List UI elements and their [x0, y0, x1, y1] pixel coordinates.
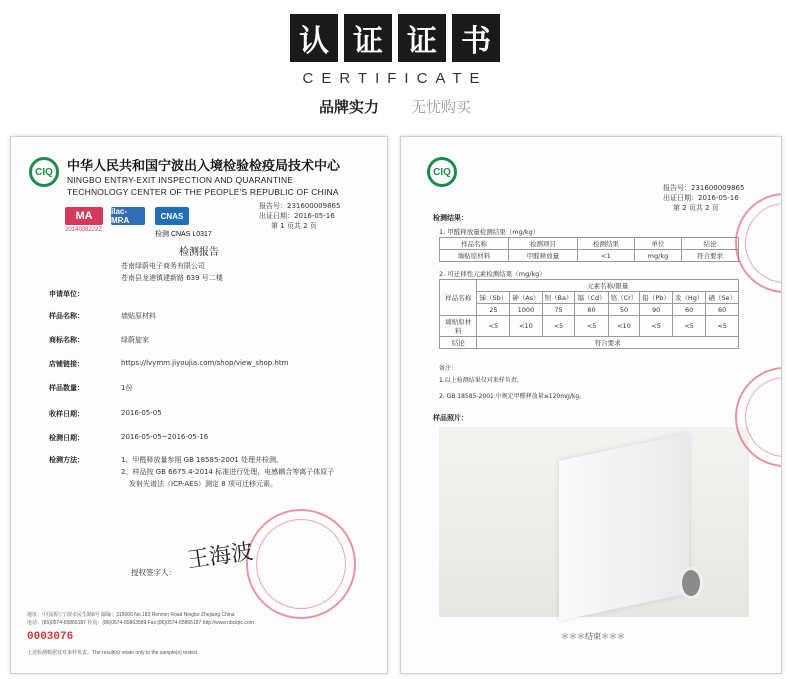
table-header-cell: 铅（Pb） — [640, 292, 673, 304]
issue-date: 出证日期：2016-05-16 — [259, 212, 335, 220]
brand-name-value: 绿蔚旋家 — [121, 336, 149, 344]
note-line-1: 1.以上检测结果仅对来样负责。 — [439, 377, 523, 384]
slogan-worry-free: 无忧购买 — [411, 98, 472, 116]
table-cell: 甲醛释放量 — [508, 250, 577, 262]
test-date-value: 2016-05-05~2016-05-16 — [121, 433, 209, 441]
table-cell: 墙贴原材料 — [440, 316, 477, 337]
table-cell: <5 — [575, 316, 608, 337]
method-line-1: 1、甲醛释放量参照 GB 18585-2001 处理并检测。 — [121, 456, 283, 464]
cma-code: 2014008222Z — [65, 227, 103, 233]
test-date-label: 检测日期： — [49, 434, 84, 442]
formaldehyde-table — [439, 237, 739, 262]
table-cell: <10 — [608, 316, 640, 337]
applicant-value: 苍南绿蔚电子商务有限公司 — [121, 262, 205, 270]
ilac-mra-badge-icon: ilac-MRA — [111, 207, 145, 225]
center-name-en-line1: NINGBO ENTRY-EXIT INSPECTION AND QUARANTINE — [67, 175, 294, 185]
table-cell: <5 — [477, 316, 510, 337]
table-cell: 50 — [608, 304, 640, 316]
center-name-en-line2: TECHNOLOGY CENTER OF THE PEOPLE'S REPUBLIC OF CHINA — [67, 187, 339, 197]
report-number: 报告号：231600009865 — [259, 202, 341, 210]
title-char: 证 — [344, 14, 392, 62]
results-title: 检测结果： — [433, 214, 468, 222]
issue-date: 出证日期：2016-05-16 — [663, 194, 739, 202]
roll-core-icon — [679, 567, 703, 599]
page-number: 第 2 页共 2 页 — [673, 204, 719, 212]
test-method-label: 检测方法： — [49, 456, 84, 464]
footer-address: 地址：中国浙江宁波市民生路8号 邮编：315000 No.183 Renmin Road Ningbo Zhejiang China — [27, 612, 235, 618]
table-header-row — [440, 280, 739, 292]
sample-photo — [439, 427, 749, 617]
table-header-cell: 结论 — [681, 238, 738, 250]
table-header-cell: 检测项目 — [508, 238, 577, 250]
title-char: 认 — [290, 14, 338, 62]
table-header-cell: 样品名称 — [440, 238, 509, 250]
applicant-label: 申请单位： — [49, 290, 84, 298]
table-header-cell: 单位 — [634, 238, 681, 250]
receive-date-label: 收样日期： — [49, 410, 84, 418]
official-stamp-icon — [246, 509, 356, 619]
cnas-badge-icon: CNAS — [155, 207, 189, 225]
note-line-2: 2. GB 18585-2001 中规定甲醛释放量≤120mg/kg。 — [439, 393, 586, 400]
table-header-cell: 汞（Hg） — [672, 292, 706, 304]
center-name-cn: 中华人民共和国宁波出入境检验检疫局技术中心 — [67, 159, 341, 174]
slogan-brand-strength: 品牌实力 — [318, 98, 379, 116]
table-cell: 25 — [477, 304, 510, 316]
table-cell: 符合要求 — [477, 337, 739, 349]
cnas-code: 检测 CNAS L0317 — [155, 231, 212, 238]
report-title: 检测报告 — [179, 247, 219, 258]
table-row — [440, 250, 739, 262]
receive-date-value: 2016-05-05 — [121, 409, 162, 417]
signature: 王海波 — [185, 539, 255, 574]
table-cell: <5 — [542, 316, 575, 337]
table-cell: <5 — [640, 316, 673, 337]
table-cell: 1000 — [510, 304, 542, 316]
method-line-3: 发射光谱法（ICP-AES）测定 8 项可迁移元素。 — [129, 480, 277, 488]
migratable-elements-title: 2. 可迁移性元素检测结果（mg/kg） — [439, 270, 546, 278]
formaldehyde-section-title: 1. 甲醛释放量检测结果（mg/kg） — [439, 228, 540, 236]
sample-name-label: 样品名称： — [49, 312, 84, 320]
table-cell: mg/kg — [634, 250, 681, 262]
table-header-cell: 铬（Cr） — [608, 292, 640, 304]
table-cell: 墙贴原材料 — [440, 250, 509, 262]
method-line-2: 2、样品按 GB 6675.4-2014 标准进行处理，电感耦合等离子体原子 — [121, 468, 335, 476]
page-number: 第 1 页共 2 页 — [271, 222, 317, 230]
table-cell: <1 — [577, 250, 634, 262]
table-limit-row — [440, 304, 739, 316]
table-row — [440, 316, 739, 337]
applicant-address: 苍南县龙港镇建新路 639 号二楼 — [121, 274, 223, 282]
title-char: 书 — [452, 14, 500, 62]
cma-badge-icon: MA — [65, 207, 103, 225]
official-stamp-icon — [735, 193, 782, 293]
footer-contact: 电话：(86)0574-65865187 传真：(86)0574-65863589 Fax:(86)0574-65865187 http://www.nbciqtc.com — [27, 620, 254, 626]
subtitle-english: CERTIFICATE — [302, 70, 488, 87]
table-header-cell: 砷（As） — [510, 292, 542, 304]
table-cell: 90 — [640, 304, 673, 316]
sample-qty-label: 样品数量： — [49, 384, 84, 392]
report-page-1 — [10, 136, 388, 674]
serial-number: 0003076 — [27, 631, 74, 643]
table-cell: 75 — [542, 304, 575, 316]
end-of-report: ＊＊＊结束＊＊＊ — [561, 632, 625, 641]
sample-name-value: 墙贴原材料 — [121, 312, 156, 320]
table-header-cell: 镉（Cd） — [575, 292, 608, 304]
table-cell: 60 — [672, 304, 706, 316]
table-header-cell: 硒（Se） — [706, 292, 739, 304]
table-header-row — [440, 292, 739, 304]
ciq-logo-icon: CIQ — [427, 157, 457, 187]
brand-name-label: 商标名称： — [49, 336, 84, 344]
footer-disclaimer: 上述检测数据仅对来样负责。The result(s) relate only to the sample(s) tested. — [27, 650, 199, 656]
ciq-logo-icon: CIQ — [29, 157, 59, 187]
report-page-2 — [400, 136, 782, 674]
table-cell: 60 — [706, 304, 739, 316]
shop-link-value: https://lvymm.jiyoujia.com/shop/view_shop.htm — [121, 359, 289, 367]
wallpaper-roll-image — [559, 433, 689, 621]
table-cell: 60 — [575, 304, 608, 316]
report-number: 报告号：231600009865 — [663, 184, 745, 192]
table-cell: <10 — [510, 316, 542, 337]
table-header-cell: 样品名称 — [440, 280, 477, 316]
notes-label: 备注： — [439, 365, 458, 372]
table-header-cell: 检测结果 — [577, 238, 634, 250]
shop-link-label: 店铺链接： — [49, 360, 84, 368]
table-cell: <5 — [672, 316, 706, 337]
table-row — [440, 337, 739, 349]
table-header-cell: 锑（Sb） — [477, 292, 510, 304]
table-header-cell: 钡（Ba） — [542, 292, 575, 304]
sample-photo-label: 样品照片： — [433, 414, 468, 422]
table-header-row — [440, 238, 739, 250]
table-cell: 符合要求 — [681, 250, 738, 262]
elements-table — [439, 279, 739, 349]
slogans — [0, 96, 790, 117]
table-cell: <5 — [706, 316, 739, 337]
certificate-title — [0, 14, 790, 62]
table-cell: 结论 — [440, 337, 477, 349]
title-char: 证 — [398, 14, 446, 62]
sample-qty-value: 1份 — [121, 384, 133, 392]
table-header-cell: 元素名称/限量 — [477, 280, 739, 292]
authorized-signatory-label: 授权签字人： — [131, 568, 176, 577]
